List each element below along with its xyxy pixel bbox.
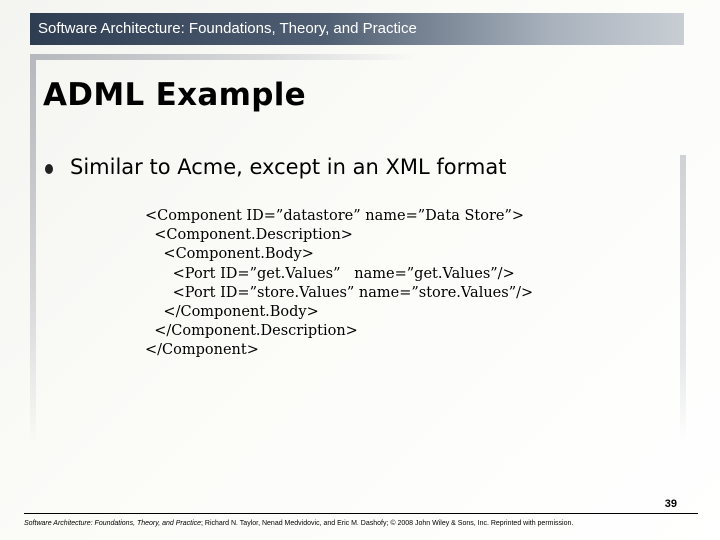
code-line: </Component> [145,342,259,359]
bullet-icon [45,164,53,174]
code-line: <Port ID=”store.Values” name=”store.Values”/> [145,284,534,301]
code-line: <Component ID=”datastore” name=”Data Store”> [145,208,525,224]
header-title: Software Architecture: Foundations, Theory, and Practice [38,20,417,37]
footer-credits: ; Richard N. Taylor, Nenad Medvidovic, and Eric M. Dashofy; © 2008 John Wiley & Sons, Inc. Reprinted with permission. [201,520,574,527]
code-line: </Component.Body> [145,304,319,321]
bullet-text: Similar to Acme, except in an XML format [70,155,507,179]
code-line: <Component.Description> [145,227,353,244]
footer-book-title: Software Architecture: Foundations, Theory, and Practice [24,520,202,527]
page-number: 39 [664,498,677,510]
code-line: <Port ID=”get.Values” name=”get.Values”/> [145,265,515,282]
footer-citation [24,520,573,527]
decorative-horizontal-bar [30,54,415,60]
code-line: </Component.Description> [145,323,358,340]
decorative-vertical-bar [30,54,36,444]
footer-divider [24,513,698,514]
code-line: <Component.Body> [145,246,314,263]
decorative-right-bar [680,155,686,440]
slide-title: ADML Example [43,77,306,113]
xml-code-block [145,207,533,361]
